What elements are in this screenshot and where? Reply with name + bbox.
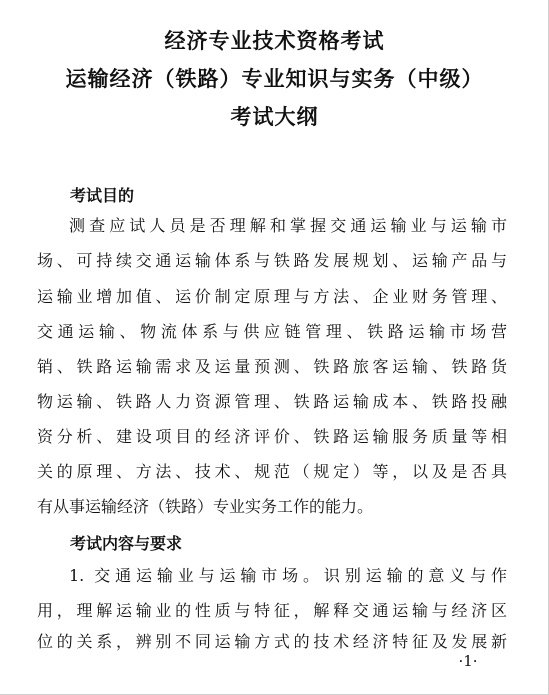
title-line-subject: 运输经济（铁路）专业知识与实务（中级） — [65, 67, 484, 91]
paragraph-line: 销、铁路运输需求及运量预测、铁路旅客运输、铁路货 — [37, 357, 507, 376]
paragraph-line: 测查应试人员是否理解和掌握交通运输业与运输市 — [69, 216, 507, 235]
section-heading-exam-content: 考试内容与要求 — [70, 534, 183, 553]
paragraph-line: 有从事运输经济（铁路）专业实务工作的能力。 — [37, 497, 374, 516]
page-number: ·1· — [458, 652, 478, 670]
paragraph-line: 用，理解运输业的性质与特征，解释交通运输与经济区 — [37, 601, 507, 620]
paragraph-line: 运输业增加值、运价制定原理与方法、企业财务管理、 — [37, 287, 507, 306]
section-heading-exam-purpose: 考试目的 — [70, 186, 135, 205]
paragraph-line: 交通运输、物流体系与供应链管理、铁路运输市场营 — [37, 322, 507, 341]
title-line-exam-name: 经济专业技术资格考试 — [164, 29, 385, 53]
paragraph-line: 场、可持续交通运输体系与铁路发展规划、运输产品与 — [37, 251, 507, 270]
paragraph-line: 关的原理、方法、技术、规范（规定）等，以及是否具 — [37, 462, 507, 481]
paragraph-line: 位的关系，辨别不同运输方式的技术经济特征及发展新 — [37, 632, 507, 651]
paragraph-line: 物运输、铁路人力资源管理、铁路运输成本、铁路投融 — [37, 392, 507, 411]
paragraph-line: 资分析、建设项目的经济评价、铁路运输服务质量等相 — [37, 427, 507, 446]
document-title — [0, 22, 549, 136]
title-line-syllabus: 考试大纲 — [230, 105, 319, 129]
paragraph-line: 1. 交通运输业与运输市场。识别运输的意义与作 — [69, 566, 507, 585]
